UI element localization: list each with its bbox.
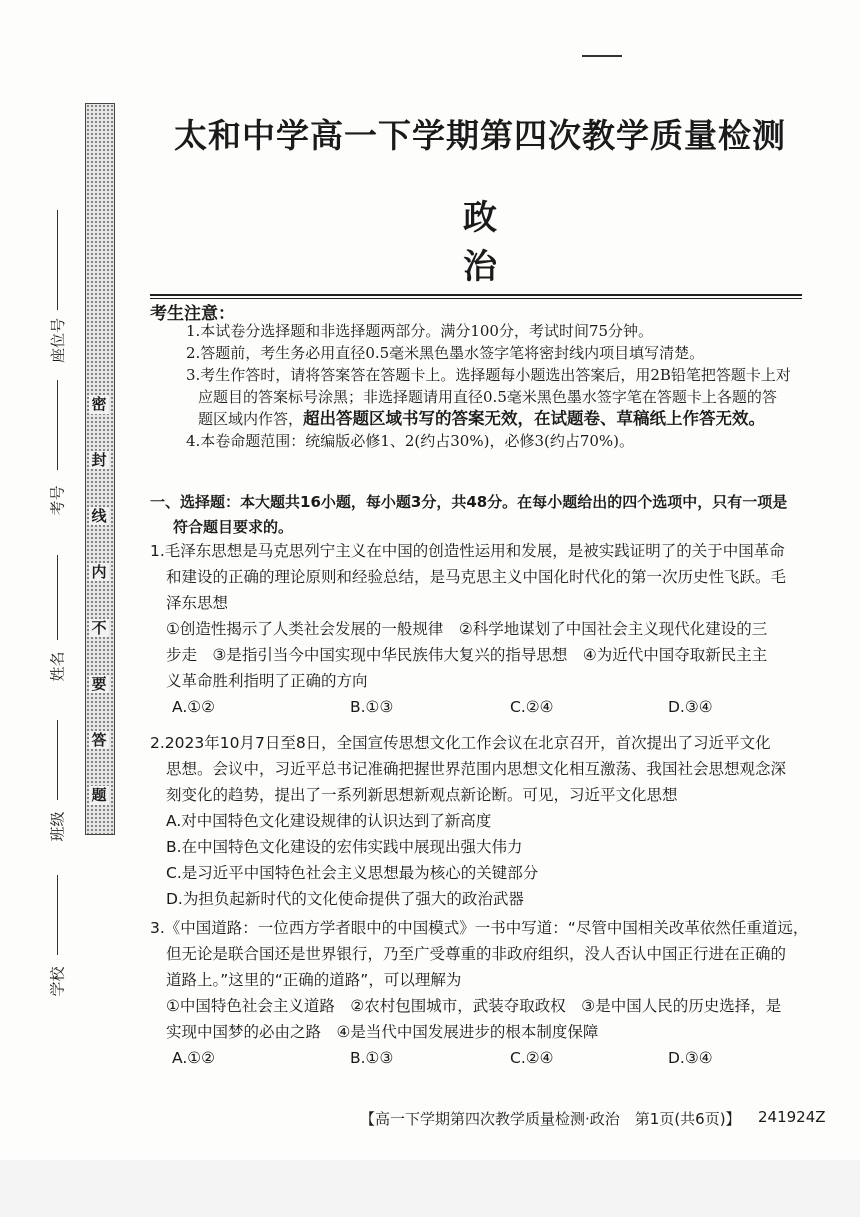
options-row <box>150 694 815 720</box>
section-heading: 一、选择题：本大题共16小题，每小题3分，共48分。在每小题给出的四个选项中，只有一项是 符合题目要求的。 <box>150 493 788 536</box>
question-text: 步走 ③是指引当今中国实现中华民族伟大复兴的指导思想 ④为近代中国夺取新民主主 <box>166 646 768 664</box>
seal-char: 封 <box>91 450 107 469</box>
question-text: 3.《中国道路：一位西方学者眼中的中国模式》一书中写道：“尽管中国相关改革依然任重道远， <box>150 919 809 937</box>
option-d: D.为担负起新时代的文化使命提供了强大的政治武器 <box>166 890 524 908</box>
notice-list <box>150 320 810 452</box>
notice-item: 3.考生作答时，请将答案答在答题卡上。选择题每小题选出答案后，用2B铅笔把答题卡上对 <box>186 366 791 384</box>
option-a: A.①② <box>172 698 216 716</box>
divider <box>150 294 802 296</box>
notice-emphasis: 超出答题区域书写的答案无效，在试题卷、草稿纸上作答无效。 <box>303 409 766 428</box>
school-field[interactable]: 学校 <box>42 875 72 992</box>
question-3 <box>150 915 815 1071</box>
seal-char: 答 <box>91 730 107 749</box>
notice-item: 题区域内作答，超出答题区域书写的答案无效，在试题卷、草稿纸上作答无效。 <box>198 409 766 428</box>
seal-char: 密 <box>91 395 107 413</box>
question-text: ①创造性揭示了人类社会发展的一般规律 ②科学地谋划了中国社会主义现代化建设的三 <box>166 620 768 638</box>
scan-margin <box>0 1160 860 1217</box>
question-text: 泽东思想 <box>166 594 229 612</box>
divider <box>150 298 802 299</box>
question-text: 道路上。”这里的“正确的道路”，可以理解为 <box>166 971 462 989</box>
notice-item: 应题目的答案标号涂黑；非选择题请用直径0.5毫米黑色墨水签字笔在答题卡上各题的答 <box>198 388 777 406</box>
question-text: 1.毛泽东思想是马克思列宁主义在中国的创造性运用和发展，是被实践证明了的关于中国革命 <box>150 542 785 560</box>
name-field[interactable]: 姓名 <box>42 555 72 677</box>
option-c: C.②④ <box>510 1049 554 1067</box>
seal-char: 内 <box>91 562 107 581</box>
notice-item: 4.本卷命题范围：统编版必修1、2(约占30%)，必修3(约占70%)。 <box>186 432 635 450</box>
option-d: D.③④ <box>668 1049 713 1067</box>
question-text: 思想。会议中，习近平总书记准确把握世界范围内思想文化相互激荡、我国社会思想观念深 <box>166 760 787 778</box>
question-text: 刻变化的趋势，提出了一系列新思想新观点新论断。可见，习近平文化思想 <box>166 786 678 804</box>
scan-mark <box>582 55 622 57</box>
question-text: 义革命胜利指明了正确的方向 <box>166 672 368 690</box>
options-row <box>150 1045 815 1071</box>
question-text: 和建设的正确的理论原则和经验总结，是马克思主义中国化时代化的第一次历史性飞跃。毛 <box>166 568 787 586</box>
seat-number-field[interactable]: 座位号 <box>42 210 72 351</box>
class-field[interactable]: 班级 <box>42 720 72 837</box>
exam-subject: 政治 <box>463 198 557 287</box>
option-b: B.在中国特色文化建设的宏伟实践中展现出强大伟力 <box>166 838 523 856</box>
notice-item: 1.本试卷分选择题和非选择题两部分。满分100分，考试时间75分钟。 <box>186 322 654 340</box>
notice-item: 2.答题前，考生务必用直径0.5毫米黑色墨水签字笔将密封线内项目填写清楚。 <box>186 344 705 362</box>
option-c: C.是习近平中国特色社会主义思想最为核心的关键部分 <box>166 864 539 882</box>
seal-char: 题 <box>91 786 107 805</box>
page-footer: 【高一下学期第四次教学质量检测·政治 第1页(共6页)】 <box>360 1110 741 1128</box>
seal-char: 不 <box>91 618 107 637</box>
question-text: ①中国特色社会主义道路 ②农村包围城市，武装夺取政权 ③是中国人民的历史选择，是 <box>166 997 782 1015</box>
exam-number-field[interactable]: 考号 <box>42 380 72 511</box>
option-c: C.②④ <box>510 698 554 716</box>
option-b: B.①③ <box>350 698 394 716</box>
question-text: 但无论是联合国还是世界银行，乃至广受尊重的非政府组织，没人否认中国正行进在正确的 <box>166 945 787 963</box>
option-a: A.对中国特色文化建设规律的认识达到了新高度 <box>166 812 492 830</box>
seal-char: 要 <box>91 674 107 693</box>
question-2 <box>150 730 815 912</box>
seal-char: 线 <box>91 506 107 525</box>
exam-code: 241924Z <box>758 1108 826 1126</box>
notice-heading: 考生注意： <box>150 304 235 324</box>
question-text: 实现中国梦的必由之路 ④是当代中国发展进步的根本制度保障 <box>166 1023 599 1041</box>
question-text: 2.2023年10月7日至8日，全国宣传思想文化工作会议在北京召开，首次提出了习近平文化 <box>150 734 771 752</box>
option-a: A.①② <box>172 1049 216 1067</box>
option-b: B.①③ <box>350 1049 394 1067</box>
seal-warning <box>85 395 113 805</box>
question-1 <box>150 538 815 720</box>
exam-title: 太和中学高一下学期第四次教学质量检测 <box>174 116 786 155</box>
option-d: D.③④ <box>668 698 713 716</box>
